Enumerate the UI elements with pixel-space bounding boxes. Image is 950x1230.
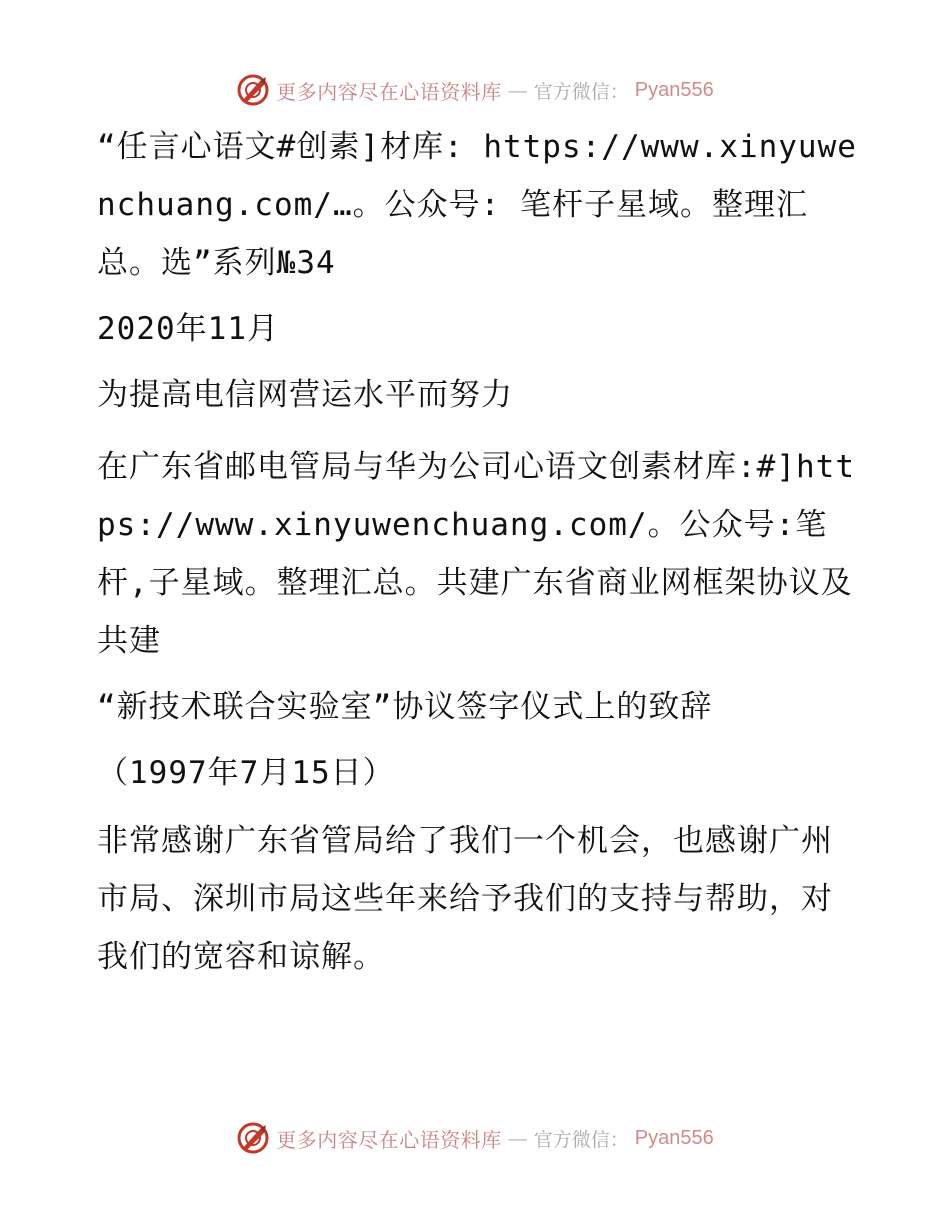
watermark-wechat-label: 官方微信： [533,1128,629,1151]
pen-logo-icon [236,73,270,107]
document-title: 为提高电信网营运水平而努力 [97,377,513,413]
series-note: “任言心语文#创素]材库: https://www.xinyuwenchuang.com/…。公众号: 笔杆子星域。整理汇总。选”系列№34 [97,129,857,281]
watermark-wechat-label: 官方微信： [533,80,629,103]
speech-subtitle: “新技术联合实验室”协议签字仪式上的致辞 [97,689,713,725]
footer-watermark [0,1118,950,1158]
watermark-separator: — [507,78,528,102]
body-paragraph: 非常感谢广东省管局给了我们一个机会，也感谢广州市局、深圳市局这些年来给予我们的支持与帮助，对我们的宽容和谅解。 [97,823,833,975]
watermark-text: 更多内容尽在心语资料库 [276,79,502,104]
speech-date: （1997年7月15日） [97,755,395,791]
pen-logo-icon [236,1121,270,1155]
header-watermark [0,70,950,110]
document-date: 2020年11月 [97,311,279,347]
intro-paragraph: 在广东省邮电管局与华为公司心语文创素材库:#]https://www.xinyuwenchuang.com/。公众号:笔杆,子星域。整理汇总。共建广东省商业网框架协议及共建 [97,449,855,659]
watermark-wechat-id: Pyan556 [634,1126,714,1149]
watermark-wechat-id: Pyan556 [634,78,714,101]
document-body [97,118,857,986]
watermark-text: 更多内容尽在心语资料库 [276,1127,502,1152]
watermark-separator: — [507,1126,528,1150]
